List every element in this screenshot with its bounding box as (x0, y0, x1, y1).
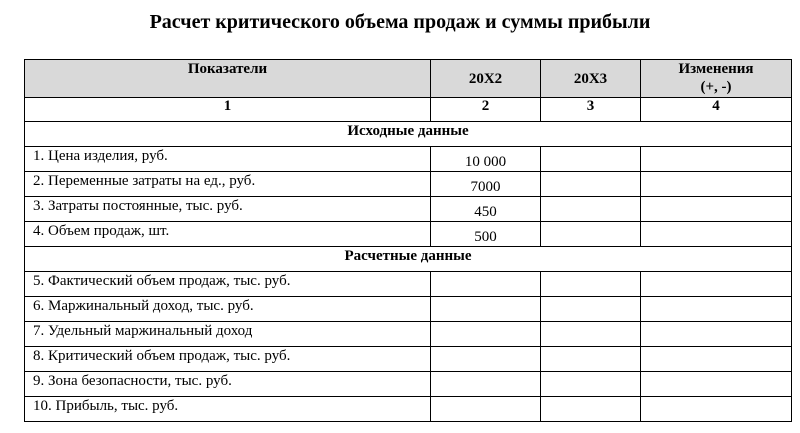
cell-20x3 (541, 272, 641, 297)
table-row (25, 322, 792, 347)
column-number: 4 (641, 98, 792, 122)
row-label: 4. Объем продаж, шт. (25, 222, 431, 247)
cell-change (641, 297, 792, 322)
row-label: 8. Критический объем продаж, тыс. руб. (25, 347, 431, 372)
cell-change (641, 347, 792, 372)
cell-20x3 (541, 172, 641, 197)
section-row (25, 122, 792, 147)
page-title: Расчет критического объема продаж и суммы прибыли (149, 11, 651, 33)
cell-20x3 (541, 322, 641, 347)
header-change-line1: Изменения (678, 61, 754, 77)
cell-change (641, 147, 792, 172)
cell-20x2 (431, 297, 541, 322)
cell-change (641, 172, 792, 197)
table-row (25, 147, 792, 172)
cell-20x2: 7000 (431, 172, 541, 197)
table-row (25, 172, 792, 197)
column-number: 3 (541, 98, 641, 122)
cell-change (641, 322, 792, 347)
header-change (641, 60, 792, 98)
profit-table (24, 59, 792, 422)
cell-change (641, 272, 792, 297)
row-label: 2. Переменные затраты на ед., руб. (25, 172, 431, 197)
cell-20x2: 450 (431, 197, 541, 222)
section-title: Исходные данные (25, 122, 792, 147)
row-label: 9. Зона безопасности, тыс. руб. (25, 372, 431, 397)
table-row (25, 297, 792, 322)
table-row (25, 372, 792, 397)
row-label: 7. Удельный маржинальный доход (25, 322, 431, 347)
cell-change (641, 397, 792, 422)
cell-20x3 (541, 397, 641, 422)
table-row (25, 222, 792, 247)
column-number: 2 (431, 98, 541, 122)
row-label: 6. Маржинальный доход, тыс. руб. (25, 297, 431, 322)
table-row (25, 272, 792, 297)
section-title: Расчетные данные (25, 247, 792, 272)
column-numbers-row (25, 98, 792, 122)
cell-20x2 (431, 347, 541, 372)
column-number: 1 (25, 98, 431, 122)
cell-20x2 (431, 272, 541, 297)
row-label: 10. Прибыль, тыс. руб. (25, 397, 431, 422)
section-row (25, 247, 792, 272)
row-label: 1. Цена изделия, руб. (25, 147, 431, 172)
cell-20x3 (541, 297, 641, 322)
table-row (25, 347, 792, 372)
cell-20x2 (431, 372, 541, 397)
header-indicators: Показатели (25, 60, 431, 98)
header-year-20x3: 20Х3 (541, 60, 641, 98)
header-year-20x2: 20Х2 (431, 60, 541, 98)
cell-change (641, 222, 792, 247)
cell-20x3 (541, 372, 641, 397)
header-row (25, 60, 792, 98)
cell-change (641, 197, 792, 222)
cell-20x2 (431, 322, 541, 347)
cell-20x2: 500 (431, 222, 541, 247)
cell-20x3 (541, 197, 641, 222)
cell-20x2: 10 000 (431, 147, 541, 172)
table-row (25, 197, 792, 222)
cell-20x3 (541, 347, 641, 372)
cell-20x3 (541, 222, 641, 247)
cell-20x3 (541, 147, 641, 172)
row-label: 3. Затраты постоянные, тыс. руб. (25, 197, 431, 222)
table-row (25, 397, 792, 422)
cell-20x2 (431, 397, 541, 422)
header-change-line2: (+, -) (700, 79, 732, 95)
cell-change (641, 372, 792, 397)
row-label: 5. Фактический объем продаж, тыс. руб. (25, 272, 431, 297)
